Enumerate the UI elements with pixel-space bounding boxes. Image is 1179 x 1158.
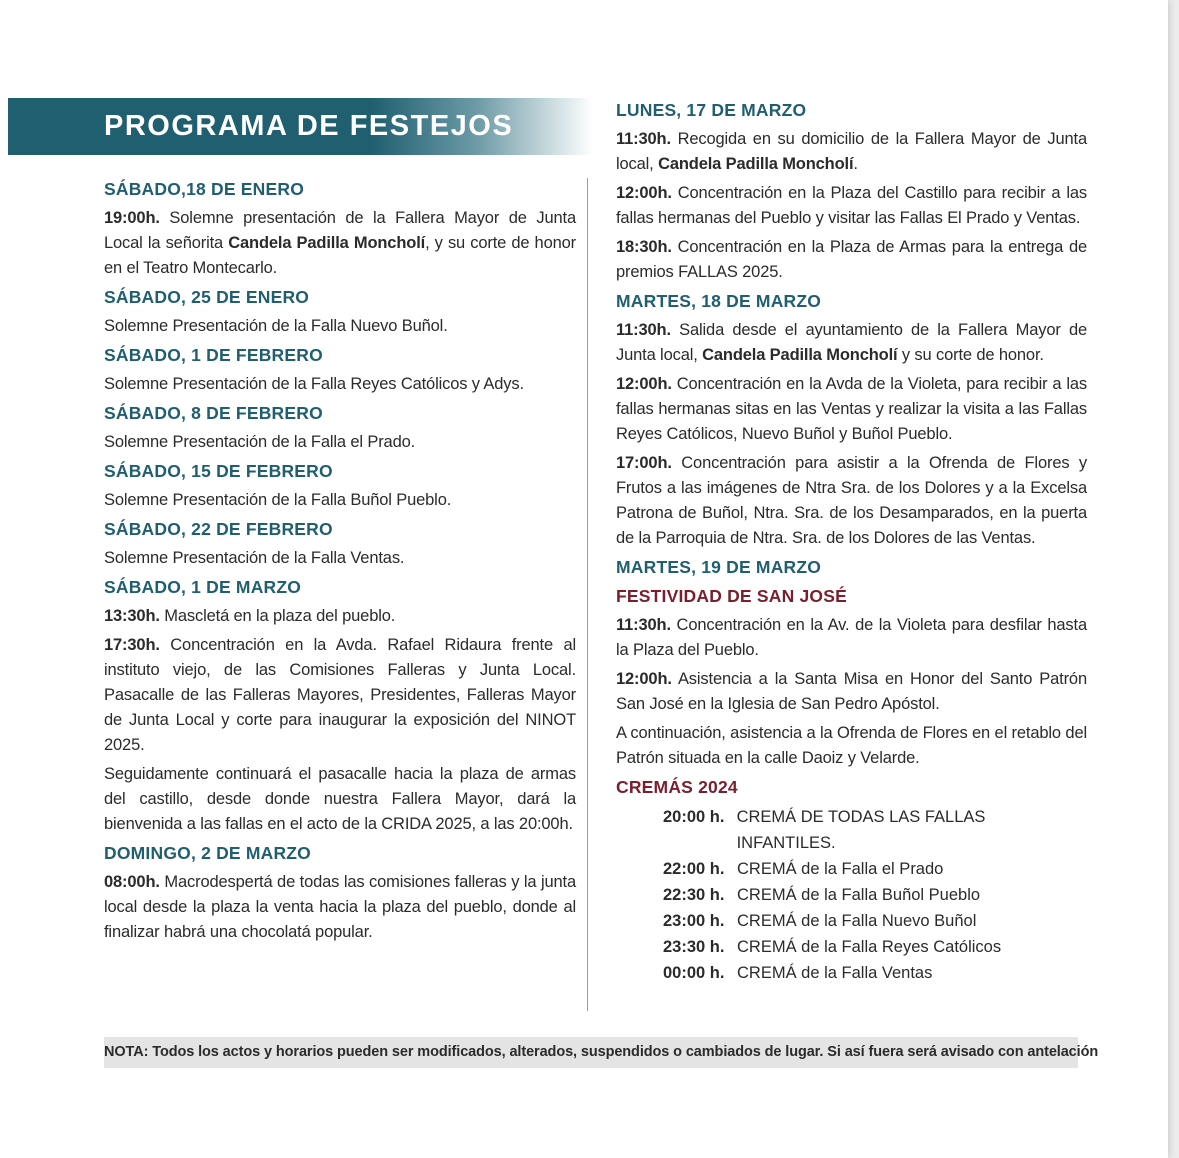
crema-row <box>663 804 1087 856</box>
event-entry <box>104 604 576 629</box>
event-text: Mascletá en la plaza del pueblo. <box>164 607 396 625</box>
event-entry: A continuación, asistencia a la Ofrenda de Flores en el retablo del Patrón situada en la calle Daoiz y Velarde. <box>616 724 1087 767</box>
event-entry <box>616 667 1087 717</box>
event-text: Asistencia a la Santa Misa en Honor del Santo Patrón San José en la Iglesia de San Pedro Apóstol. <box>616 670 1087 713</box>
event-entry: Seguidamente continuará el pasacalle hacia la plaza de armas del castillo, desde donde nuestra Fallera Mayor, dará la bienvenida a las fallas en el acto de la CRIDA 2025, a las 20:00h. <box>104 765 576 833</box>
crema-text: CREMÁ de la Falla Ventas <box>737 964 933 982</box>
event-time: 13:30h. <box>104 607 160 625</box>
crema-time: 23:30 h. <box>663 938 725 956</box>
day-heading: LUNES, 17 DE MARZO <box>616 100 807 120</box>
event-text: Concentración para asistir a la Ofrenda de Flores y Frutos a las imágenes de Ntra Sra. de los Dolores y a la Excelsa Patrona de Buñol, Ntra. Sra. de los Desamparados, en la puerta de la Parroquia de Ntra. Sra. de los Dolores de las Ventas. <box>616 454 1087 547</box>
crema-text: CREMÁ DE TODAS LAS FALLAS INFANTILES. <box>736 808 986 852</box>
event-entry: Solemne Presentación de la Falla Buñol Pueblo. <box>104 491 452 509</box>
crema-row <box>663 882 1087 908</box>
crema-time: 00:00 h. <box>663 964 725 982</box>
crema-text: CREMÁ de la Falla Nuevo Buñol <box>737 912 977 930</box>
event-time: 11:30h. <box>616 616 671 634</box>
crema-time: 22:30 h. <box>663 886 725 904</box>
event-text: Salida desde el ayuntamiento de la Fallera Mayor de Junta local, <box>616 321 1087 364</box>
event-time: 17:00h. <box>616 454 672 472</box>
event-text: Concentración en la Avda de la Violeta, para recibir a las fallas hermanas sitas en las Ventas y realizar la visita a las Fallas Reyes Católicos, Nuevo Buñol y Buñol Pueblo. <box>616 375 1087 443</box>
event-text: Macrodespertá de todas las comisiones falleras y la junta local desde la plaza la venta hacia la plaza del pueblo, donde al finalizar habrá una chocolatá popular. <box>104 873 576 941</box>
event-time: 19:00h. <box>104 209 160 227</box>
day-heading: SÁBADO, 25 DE ENERO <box>104 287 310 307</box>
event-entry: Solemne Presentación de la Falla el Prado. <box>104 433 416 451</box>
event-time: 12:00h. <box>616 670 672 688</box>
crema-time: 23:00 h. <box>663 912 725 930</box>
event-entry: Solemne Presentación de la Falla Reyes Católicos y Adys. <box>104 375 524 393</box>
event-text: Concentración en la Avda. Rafael Ridaura frente al instituto viejo, de las Comisiones Falleras y Junta Local. Pasacalle de las Falleras Mayores, Presidentes, Falleras Mayor de Junta Local y corte para inaugurar la exposición del NINOT 2025. <box>104 636 577 754</box>
event-text: Solemne presentación de la Fallera Mayor de Junta Local la señorita <box>104 209 577 252</box>
day-heading: SÁBADO, 15 DE FEBRERO <box>104 461 333 481</box>
page-title: PROGRAMA DE FESTEJOS <box>104 110 514 142</box>
event-time: 11:30h. <box>616 130 671 148</box>
crema-row <box>663 908 1087 934</box>
crema-time: 20:00 h. <box>663 808 725 826</box>
day-heading: SÁBADO, 1 DE MARZO <box>104 577 302 597</box>
crema-row <box>663 960 1087 986</box>
event-text: , y su corte de honor en el Teatro Montecarlo. <box>104 234 577 277</box>
fallera-name: Candela Padilla Moncholí <box>702 346 898 364</box>
day-heading: SÁBADO, 22 DE FEBRERO <box>104 519 333 539</box>
right-column <box>616 98 1087 986</box>
event-entry <box>104 870 576 945</box>
event-text: Recogida en su domicilio de la Fallera Mayor de Junta local, <box>616 130 1087 173</box>
event-entry <box>616 372 1087 447</box>
day-heading: DOMINGO, 2 DE MARZO <box>104 843 311 863</box>
fallera-name: Candela Padilla Moncholí <box>658 155 854 173</box>
event-entry <box>616 613 1087 663</box>
event-entry <box>104 206 576 281</box>
event-entry <box>616 127 1087 177</box>
crema-row <box>663 934 1087 960</box>
day-heading: MARTES, 18 DE MARZO <box>616 291 822 311</box>
event-text: Concentración en la Plaza de Armas para la entrega de premios FALLAS 2025. <box>616 238 1088 281</box>
crema-text: CREMÁ de la Falla el Prado <box>737 860 944 878</box>
event-time: 12:00h. <box>616 375 672 393</box>
crema-text: CREMÁ de la Falla Reyes Católicos <box>737 938 1002 956</box>
crema-heading: CREMÁS 2024 <box>616 777 738 797</box>
crema-row <box>663 856 1087 882</box>
event-entry: Solemne Presentación de la Falla Nuevo Buñol. <box>104 317 448 335</box>
title-banner <box>8 98 593 155</box>
crema-text: CREMÁ de la Falla Buñol Pueblo <box>737 886 981 904</box>
crema-time: 22:00 h. <box>663 860 725 878</box>
left-column <box>104 177 576 949</box>
event-entry: Solemne Presentación de la Falla Ventas. <box>104 549 405 567</box>
event-entry <box>616 451 1087 551</box>
disclaimer-note: NOTA: Todos los actos y horarios pueden ser modificados, alterados, suspendidos o cambiados de lugar. Si así fuera será avisado con antelación <box>104 1037 1078 1068</box>
event-time: 18:30h. <box>616 238 672 256</box>
event-time: 08:00h. <box>104 873 160 891</box>
event-entry <box>616 235 1087 285</box>
event-entry <box>616 318 1087 368</box>
column-divider <box>587 178 588 1011</box>
crema-list <box>663 804 1087 986</box>
fallera-name: Candela Padilla Moncholí <box>228 234 426 252</box>
day-heading: SÁBADO,18 DE ENERO <box>104 179 305 199</box>
day-heading: SÁBADO, 8 DE FEBRERO <box>104 403 323 423</box>
day-heading: SÁBADO, 1 DE FEBRERO <box>104 345 323 365</box>
festivity-heading: FESTIVIDAD DE SAN JOSÉ <box>616 586 847 606</box>
event-text: Concentración en la Av. de la Violeta para desfilar hasta la Plaza del Pueblo. <box>616 616 1087 659</box>
event-time: 12:00h. <box>616 184 672 202</box>
event-time: 17:30h. <box>104 636 160 654</box>
event-text: Concentración en la Plaza del Castillo para recibir a las fallas hermanas del Pueblo y visitar las Fallas El Prado y Ventas. <box>616 184 1087 227</box>
day-heading: MARTES, 19 DE MARZO <box>616 557 822 577</box>
event-text: y su corte de honor. <box>897 346 1044 364</box>
event-entry <box>104 633 576 758</box>
event-text: . <box>853 155 858 173</box>
event-entry <box>616 181 1087 231</box>
event-time: 11:30h. <box>616 321 671 339</box>
